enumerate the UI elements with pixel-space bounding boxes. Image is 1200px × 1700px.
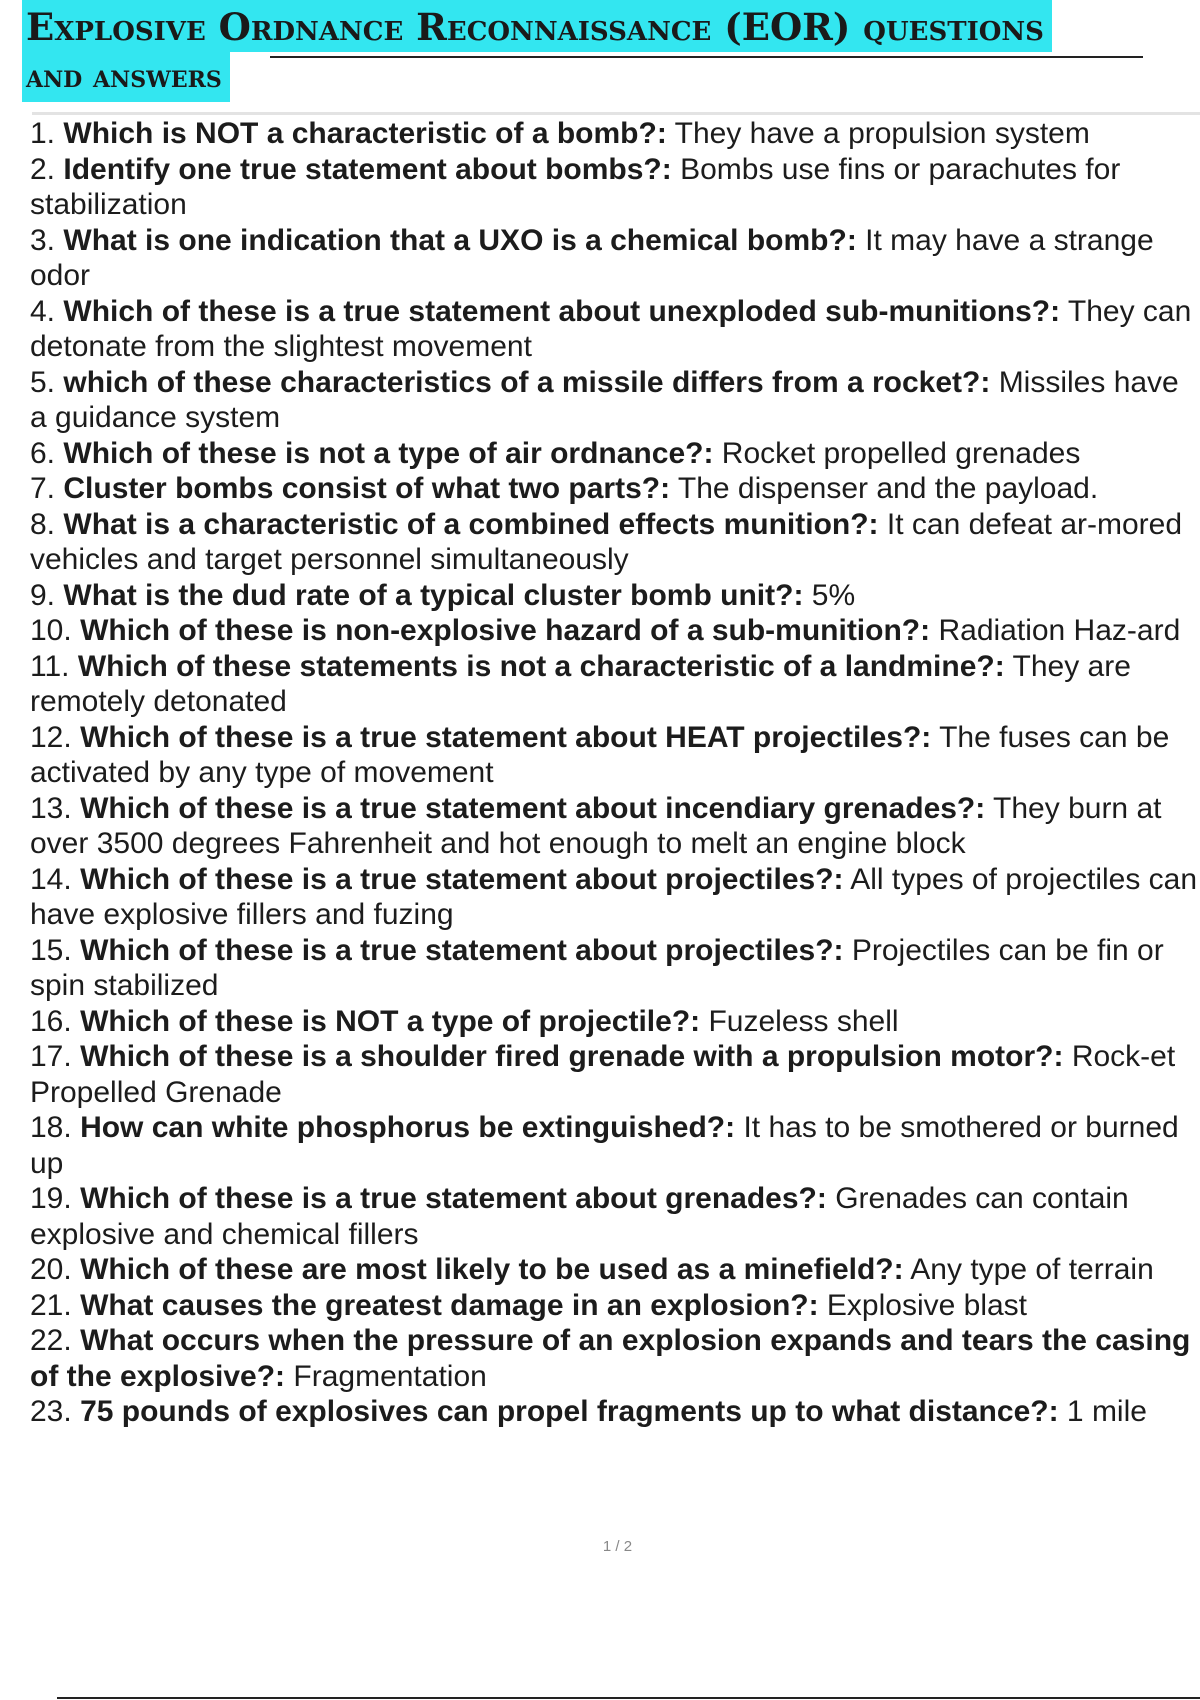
qa-answer: All types of projectiles can have explosive fillers and fuzing [30, 862, 1198, 931]
qa-number: 11. [30, 649, 70, 683]
title-line-1: Explosive Ordnance Reconnaissance (EOR) questions [22, 0, 1052, 52]
qa-question: Which of these is not a type of air ordnance?: [63, 436, 714, 470]
qa-item [30, 294, 1200, 365]
page-indicator: 1 / 2 [602, 1538, 633, 1555]
qa-answer: The dispenser and the payload. [677, 472, 1099, 505]
qa-item [30, 862, 1200, 933]
qa-question: Which of these is NOT a type of projectile?: [80, 1004, 701, 1038]
qa-question: What is the dud rate of a typical cluster bomb unit?: [63, 578, 804, 612]
qa-question: Which of these is a true statement about HEAT projectiles?: [80, 720, 932, 754]
qa-answer: Missiles have a guidance system [30, 365, 1179, 434]
qa-question: What occurs when the pressure of an explosion expands and tears the casing of the explosive?: [30, 1324, 1191, 1393]
qa-number: 10. [30, 614, 72, 647]
qa-question: 75 pounds of explosives can propel fragments up to what distance?: [80, 1395, 1059, 1428]
qa-number: 2. [30, 152, 56, 186]
qa-question: What causes the greatest damage in an explosion?: [80, 1288, 819, 1322]
qa-number: 18. [30, 1111, 72, 1144]
qa-number: 21. [30, 1288, 72, 1322]
qa-answer: Explosive blast [826, 1288, 1028, 1322]
qa-answer: Grenades can contain explosive and chemical fillers [30, 1182, 1129, 1251]
qa-answer: Fragmentation [293, 1359, 487, 1393]
qa-item [30, 1288, 1200, 1324]
qa-list [30, 116, 1200, 1430]
qa-item [30, 933, 1200, 1004]
qa-item [30, 1323, 1200, 1394]
qa-item [30, 1394, 1200, 1430]
page-bottom-rule [57, 1697, 1200, 1699]
qa-answer: 1 mile [1066, 1395, 1147, 1428]
qa-number: 23. [30, 1395, 72, 1428]
qa-item [30, 471, 1200, 507]
qa-answer: They can detonate from the slightest movement [30, 294, 1192, 363]
qa-number: 14. [30, 862, 72, 896]
qa-number: 19. [30, 1182, 72, 1215]
qa-number: 6. [30, 436, 56, 470]
qa-item [30, 1181, 1200, 1252]
qa-answer: The fuses can be activated by any type of movement [30, 720, 1170, 789]
qa-question: Which of these is a true statement about grenades?: [80, 1182, 827, 1215]
qa-number: 20. [30, 1253, 72, 1286]
qa-answer: Any type of terrain [910, 1253, 1154, 1286]
qa-number: 12. [30, 720, 72, 754]
title-underline [270, 56, 1143, 58]
qa-item [30, 507, 1200, 578]
qa-number: 15. [30, 933, 72, 967]
qa-question: Which of these statements is not a characteristic of a landmine?: [77, 649, 1005, 683]
qa-item [30, 1110, 1200, 1181]
qa-item [30, 578, 1200, 614]
qa-item [30, 223, 1200, 294]
qa-question: Which of these is a true statement about projectiles?: [80, 862, 844, 896]
qa-item [30, 152, 1200, 223]
qa-answer: Projectiles can be fin or spin stabilized [30, 933, 1164, 1002]
title-line-2: and answers [22, 52, 230, 102]
qa-number: 13. [30, 791, 72, 825]
qa-number: 8. [30, 507, 56, 541]
qa-item [30, 1004, 1200, 1040]
qa-item [30, 436, 1200, 472]
qa-answer: It has to be smothered or burned up [30, 1111, 1179, 1180]
qa-item [30, 1252, 1200, 1288]
qa-number: 9. [30, 578, 56, 612]
qa-item [30, 613, 1200, 649]
qa-question: Cluster bombs consist of what two parts?: [63, 472, 671, 505]
qa-item [30, 649, 1200, 720]
document-title [22, 0, 1152, 102]
qa-answer: It can defeat ar-mored vehicles and target personnel simultaneously [30, 507, 1183, 576]
qa-answer: They have a propulsion system [674, 117, 1090, 150]
qa-question: How can white phosphorus be extinguished?: [80, 1111, 736, 1144]
qa-number: 17. [30, 1040, 72, 1073]
qa-answer: Rock-et Propelled Grenade [30, 1040, 1176, 1109]
qa-number: 22. [30, 1324, 72, 1357]
qa-item [30, 1039, 1200, 1110]
title-separator [32, 112, 1200, 115]
qa-answer: Radiation Haz-ard [938, 614, 1181, 647]
qa-item [30, 365, 1200, 436]
qa-question: Which of these is a true statement about projectiles?: [80, 933, 844, 967]
qa-question: What is a characteristic of a combined effects munition?: [63, 507, 879, 541]
qa-item [30, 720, 1200, 791]
qa-item [30, 791, 1200, 862]
qa-question: Which of these is a true statement about incendiary grenades?: [80, 791, 986, 825]
qa-number: 7. [30, 472, 56, 505]
qa-question: Which is NOT a characteristic of a bomb?: [63, 117, 667, 150]
qa-answer: It may have a strange odor [30, 223, 1154, 292]
qa-number: 5. [30, 365, 56, 399]
qa-answer: They are remotely detonated [30, 649, 1131, 718]
qa-number: 3. [30, 223, 56, 257]
qa-answer: Rocket propelled grenades [721, 436, 1081, 470]
qa-question: Which of these is a shoulder fired grenade with a propulsion motor?: [80, 1040, 1064, 1073]
qa-number: 16. [30, 1004, 72, 1038]
qa-answer: They burn at over 3500 degrees Fahrenheit and hot enough to melt an engine block [30, 791, 1162, 860]
qa-question: Which of these is non-explosive hazard of a sub-munition?: [80, 614, 931, 647]
qa-answer: Fuzeless shell [708, 1004, 899, 1038]
qa-question: which of these characteristics of a missile differs from a rocket?: [63, 365, 991, 399]
qa-answer: 5% [811, 578, 856, 612]
qa-answer: Bombs use fins or parachutes for stabilization [30, 152, 1121, 221]
qa-question: Identify one true statement about bombs?: [63, 152, 672, 186]
qa-question: Which of these is a true statement about unexploded sub-munitions?: [63, 294, 1061, 328]
qa-question: Which of these are most likely to be used as a minefield?: [80, 1253, 904, 1286]
qa-number: 4. [30, 294, 56, 328]
qa-number: 1. [30, 117, 56, 150]
qa-question: What is one indication that a UXO is a chemical bomb?: [63, 223, 857, 257]
qa-item [30, 116, 1200, 152]
